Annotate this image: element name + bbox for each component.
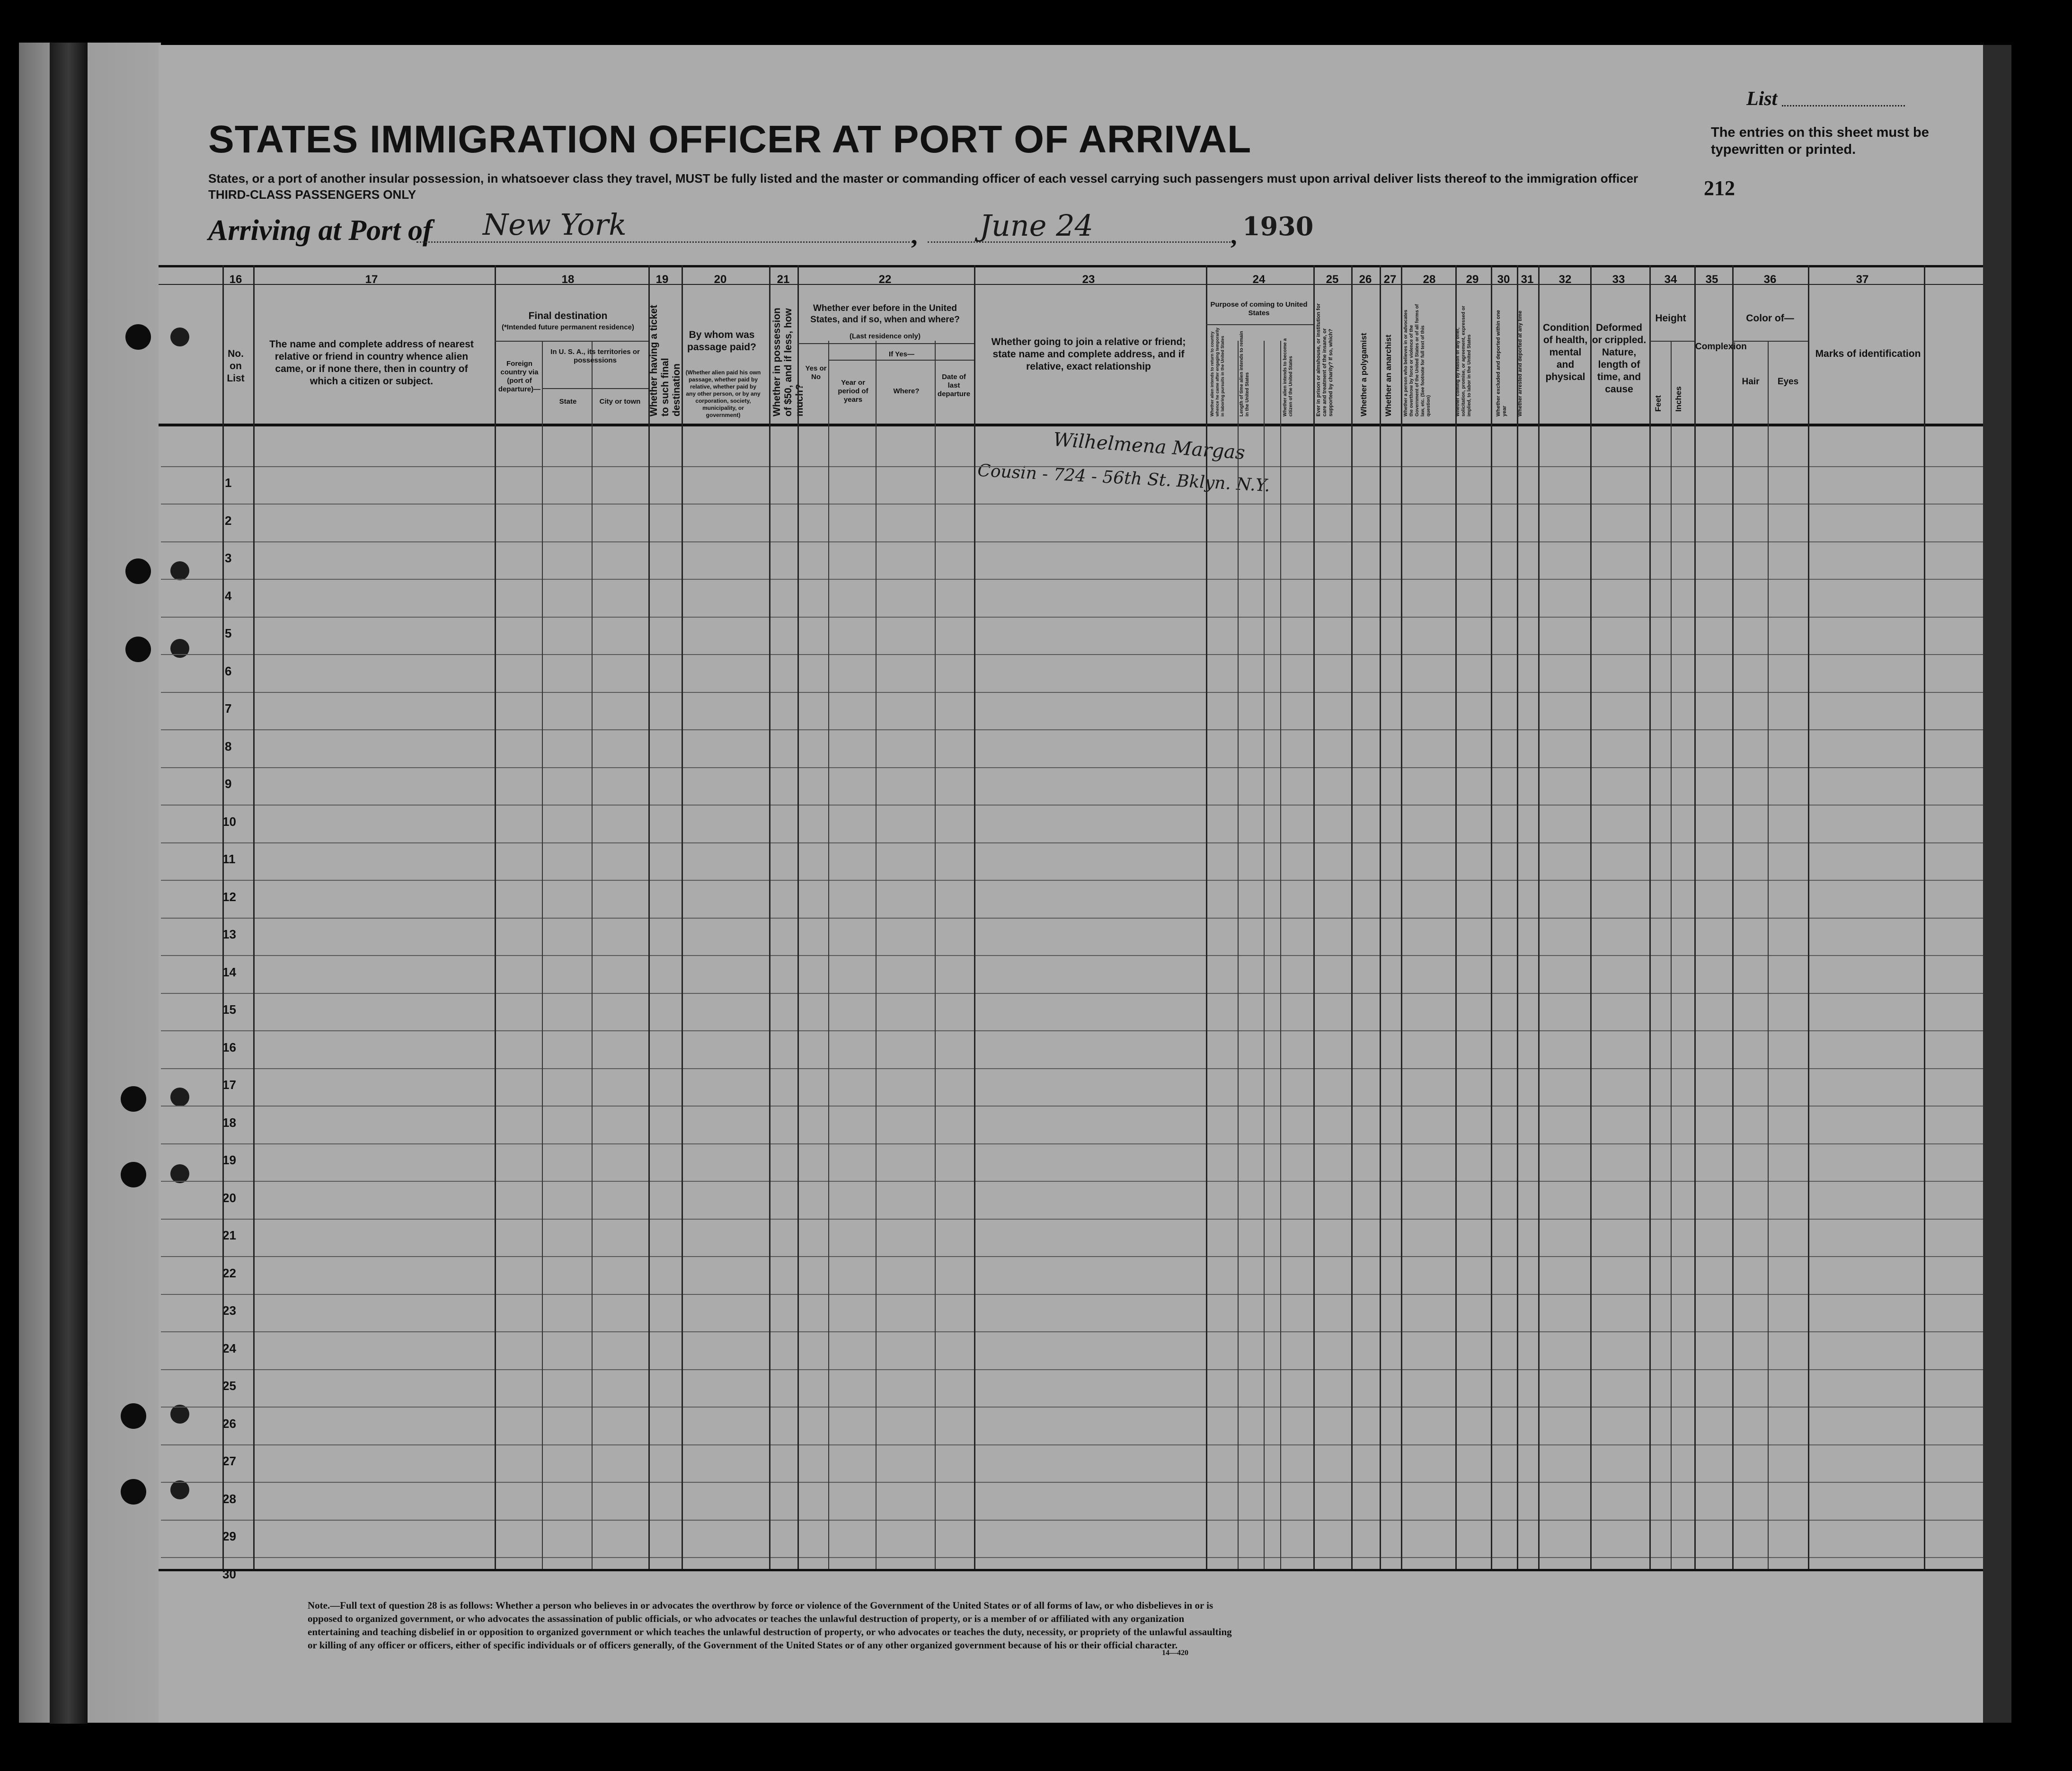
header-no-on-list: No. on List xyxy=(227,348,245,384)
header-arrested-deported: Whether arrested and deported at any time xyxy=(1517,310,1523,416)
row-rule xyxy=(161,1143,1983,1144)
row-rule xyxy=(161,466,1983,467)
list-number-line xyxy=(1782,105,1905,106)
row-rule xyxy=(161,1030,1983,1031)
header-passage-paid-sub: (Whether alien paid his own passage, whether paid by relative, whether paid by any other person, or by any corporation, society, municipality, or government) xyxy=(685,369,761,418)
column-line xyxy=(1380,265,1381,1569)
row-rule xyxy=(161,1369,1983,1370)
row-number: 29 xyxy=(222,1529,236,1543)
header-passage-paid: By whom was passage paid? xyxy=(687,329,756,353)
header-height: Height xyxy=(1655,313,1686,324)
punch-hole xyxy=(121,1162,146,1187)
column-line xyxy=(253,265,255,1569)
row-rule xyxy=(161,541,1983,542)
col-number: 30 xyxy=(1497,273,1510,286)
row-rule xyxy=(161,880,1983,881)
punch-hole xyxy=(121,1403,146,1429)
header-polygamist: Whether a polygamist xyxy=(1359,333,1368,416)
header-fifty-dollars: Whether in possession of $50, and if less, how much? xyxy=(771,308,805,416)
col-number: 19 xyxy=(655,273,669,286)
col-number: 33 xyxy=(1612,273,1625,286)
header-yes-no: Yes or No xyxy=(805,364,827,381)
row-rule xyxy=(161,1557,1983,1558)
sub-column-line xyxy=(1238,341,1239,1569)
header-city: City or town xyxy=(599,398,641,406)
sub-column-line xyxy=(592,341,593,1569)
sub-header-rule xyxy=(1206,324,1313,325)
table-bottom-rule xyxy=(159,1569,1983,1571)
punch-hole xyxy=(125,558,151,584)
sub-column-line xyxy=(935,341,936,1569)
header-final-destination: Final destination xyxy=(528,310,608,321)
header-prison: Ever in prison or almshouse, or institution for care and treatment of the insane, or supported by charity? If so, which? xyxy=(1316,303,1334,416)
instructions-text xyxy=(208,170,1666,203)
col-number: 23 xyxy=(1082,273,1095,286)
column-line xyxy=(1401,265,1402,1569)
row-number: 26 xyxy=(222,1416,236,1431)
column-line xyxy=(1924,265,1925,1569)
col-number: 28 xyxy=(1423,273,1436,286)
manifest-sheet xyxy=(159,45,1983,1723)
punch-hole xyxy=(125,324,151,350)
column-line xyxy=(495,265,496,1569)
row-rule xyxy=(161,1181,1983,1182)
col-number: 21 xyxy=(777,273,790,286)
punch-hole xyxy=(170,1405,189,1424)
previous-page-edge xyxy=(19,43,161,1723)
row-rule xyxy=(161,729,1983,730)
row-rule xyxy=(161,1444,1983,1445)
sub-header-rule xyxy=(828,360,974,361)
col-number: 35 xyxy=(1705,273,1718,286)
sub-column-line xyxy=(1671,341,1672,1569)
sub-header-rule xyxy=(542,388,648,389)
header-labor-offer: Whether coming by reason of any offer, solicitation, promise, or agreement, expressed or implied, to labor in the United States xyxy=(1455,306,1472,416)
row-rule xyxy=(161,1068,1983,1069)
column-line xyxy=(1491,265,1492,1569)
header-complexion: Complexion xyxy=(1695,342,1747,352)
row-rule xyxy=(161,767,1983,768)
row-rule xyxy=(161,918,1983,919)
punch-hole xyxy=(170,1480,189,1499)
row-number: 25 xyxy=(222,1379,236,1393)
table-top-rule xyxy=(159,265,1983,267)
list-label: List xyxy=(1746,88,1778,110)
page-title: STATES IMMIGRATION OFFICER AT PORT OF ARRIVAL xyxy=(208,118,1252,161)
row-number: 27 xyxy=(222,1454,236,1468)
header-in-usa: In U. S. A., its territories or possessions xyxy=(550,348,640,364)
row-number: 19 xyxy=(222,1153,236,1167)
header-where: Where? xyxy=(893,387,920,395)
column-line xyxy=(974,265,975,1569)
row-number: 14 xyxy=(222,965,236,979)
header-bottom-rule xyxy=(159,424,1983,426)
row-number: 4 xyxy=(225,588,232,603)
column-number-rule xyxy=(159,284,1983,285)
row-rule xyxy=(161,805,1983,806)
row-number: 21 xyxy=(222,1228,236,1242)
row-rule xyxy=(161,955,1983,956)
row-number: 30 xyxy=(222,1567,236,1581)
header-foreign-country: Foreign country via (port of departure)— xyxy=(498,360,541,393)
row-number: 11 xyxy=(222,852,236,866)
header-if-yes: If Yes— xyxy=(889,350,914,358)
header-nearest-relative: The name and complete address of nearest relative or friend in country whence alien came, or if none there, then in country of which a citizen or subject. xyxy=(269,339,474,387)
relative-name-handwritten: Wilhelmena Margas xyxy=(1052,428,1246,464)
port-handwritten: New York xyxy=(483,207,627,242)
row-number: 22 xyxy=(222,1266,236,1280)
sub-column-line xyxy=(1280,341,1281,1569)
header-excluded-deported: Whether excluded and deported within one year xyxy=(1496,310,1507,416)
sub-header-rule xyxy=(1732,341,1808,342)
row-number: 1 xyxy=(225,476,232,490)
comma: , xyxy=(1231,221,1237,249)
footnote-question-28: Note.—Full text of question 28 is as follows: Whether a person who believes in or advocates the overthrow by force or violence of the Government of the United States or of all forms of law, or who disbelieves in or is opposed to organized government, or who advocates the assassination of public officials, or who advocates or teaches the unlawful destruction of property, or is a member of or affiliated with any organization entertaining and teaching disbelief in or opposition to organized government or which teaches the unlawful destruction of property, or who advocates or teaches the duty, necessity, or propriety of the unlawful assaulting or killing of any officer or officers, either of specific individuals or of officers generally, of the Government of the United States or of any other organized government because of his or their official character. xyxy=(308,1600,1232,1651)
page-right-edge xyxy=(1983,45,2011,1723)
column-line xyxy=(1649,265,1651,1569)
col-number: 24 xyxy=(1252,273,1266,286)
row-number: 7 xyxy=(225,701,232,716)
column-line xyxy=(1694,265,1696,1569)
row-number: 3 xyxy=(225,551,232,565)
punch-hole xyxy=(170,328,189,346)
punch-hole xyxy=(170,639,189,658)
row-number: 24 xyxy=(222,1341,236,1355)
punch-hole xyxy=(170,1088,189,1107)
column-line xyxy=(797,265,799,1569)
comma: , xyxy=(911,221,918,249)
col-number: 17 xyxy=(365,273,378,286)
header-eyes: Eyes xyxy=(1777,377,1799,387)
column-line xyxy=(1206,265,1207,1569)
book-binding xyxy=(50,43,88,1724)
sub-column-line xyxy=(1768,341,1769,1569)
col-number: 31 xyxy=(1521,273,1534,286)
row-number: 15 xyxy=(222,1002,236,1017)
header-ever-before-us: Whether ever before in the United States, and if so, when and where? xyxy=(810,303,960,325)
row-number: 12 xyxy=(222,889,236,904)
row-number: 9 xyxy=(225,777,232,791)
header-anarchist: Whether an anarchist xyxy=(1384,335,1393,416)
header-year-period: Year or period of years xyxy=(838,379,868,404)
form-number: 14—420 xyxy=(1162,1649,1188,1657)
punch-hole xyxy=(170,1164,189,1183)
col-number: 26 xyxy=(1359,273,1372,286)
row-number: 6 xyxy=(225,664,232,678)
column-line xyxy=(769,265,770,1569)
row-number: 2 xyxy=(225,513,232,528)
header-last-residence: (Last residence only) xyxy=(849,332,921,340)
header-hair: Hair xyxy=(1742,377,1760,387)
sheet-number: 212 xyxy=(1704,177,1735,200)
row-rule xyxy=(161,993,1983,994)
row-rule xyxy=(161,1294,1983,1295)
row-rule xyxy=(161,617,1983,618)
header-question-28: Whether a person who believes in or advocates the overthrow by force or violence of the Government of the United States or of all forms of law, etc. (See footnote for full text of this question) xyxy=(1403,304,1431,416)
header-join-relative: Whether going to join a relative or friend; state name and complete address, and if relative, exact relationship xyxy=(991,336,1186,372)
sub-header-rule xyxy=(1649,341,1694,342)
row-rule xyxy=(161,1520,1983,1521)
column-line xyxy=(1590,265,1592,1569)
row-rule xyxy=(161,692,1983,693)
column-line xyxy=(1313,265,1315,1569)
column-line xyxy=(1517,265,1518,1569)
sub-column-line xyxy=(828,341,829,1569)
col-number: 37 xyxy=(1856,273,1869,286)
row-rule xyxy=(161,1256,1983,1257)
header-marks: Marks of identification xyxy=(1815,348,1921,359)
header-purpose-length: Length of time alien intends to remain in the United States xyxy=(1239,331,1250,416)
sub-header-rule xyxy=(797,343,974,344)
relative-address-handwritten: Cousin - 724 - 56th St. Bklyn. N.Y. xyxy=(977,460,1271,496)
header-purpose: Purpose of coming to United States xyxy=(1210,301,1308,317)
punch-hole xyxy=(121,1086,146,1112)
entries-note: The entries on this sheet must be typewritten or printed. xyxy=(1711,125,1929,157)
instructions-line: States, or a port of another insular possession, in whatsoever class they travel, MUST be fully listed and the master or commanding officer of each vessel carrying such passengers must upon arrival deliver lists thereof to the immigration officer xyxy=(208,171,1638,186)
row-rule xyxy=(161,1106,1983,1107)
col-number: 16 xyxy=(229,273,242,286)
row-number: 18 xyxy=(222,1115,236,1130)
header-deformed: Deformed or crippled. Nature, length of time, and cause xyxy=(1592,322,1647,395)
row-number: 20 xyxy=(222,1190,236,1205)
header-health: Condition of health, mental and physical xyxy=(1543,322,1589,382)
col-number: 34 xyxy=(1664,273,1677,286)
row-rule xyxy=(161,504,1983,505)
year-handwritten: 1930 xyxy=(1242,211,1314,241)
sub-column-line xyxy=(542,341,543,1569)
arriving-port-label: Arriving at Port of xyxy=(208,214,433,247)
col-number: 36 xyxy=(1763,273,1777,286)
column-line xyxy=(1351,265,1353,1569)
header-feet: Feet xyxy=(1654,395,1663,412)
row-rule xyxy=(161,842,1983,843)
header-ticket: Whether having a ticket to such final destination xyxy=(648,305,682,416)
col-number: 18 xyxy=(561,273,575,286)
sub-header-rule xyxy=(495,341,648,342)
col-number: 20 xyxy=(714,273,727,286)
row-number: 17 xyxy=(222,1078,236,1092)
column-line xyxy=(682,265,683,1569)
col-number: 32 xyxy=(1558,273,1572,286)
row-rule xyxy=(161,579,1983,580)
header-purpose-return: Whether alien intends to return to country whence he came after engaging temporarily in laboring pursuits in the United States xyxy=(1210,328,1225,416)
header-date-departure: Date of last departure xyxy=(937,373,971,398)
punch-hole xyxy=(170,561,189,580)
row-rule xyxy=(161,1331,1983,1332)
row-rule xyxy=(161,654,1983,655)
header-final-destination-sub: (*Intended future permanent residence) xyxy=(501,323,635,331)
sub-column-line xyxy=(1264,341,1265,1569)
column-line xyxy=(1808,265,1809,1569)
header-color-of: Color of— xyxy=(1746,313,1794,324)
row-number: 16 xyxy=(222,1040,236,1054)
column-line xyxy=(1455,265,1457,1569)
row-number: 10 xyxy=(222,814,236,829)
header-state: State xyxy=(559,398,577,406)
col-number: 29 xyxy=(1466,273,1479,286)
row-number: 23 xyxy=(222,1303,236,1318)
col-number: 22 xyxy=(878,273,892,286)
row-number: 13 xyxy=(222,927,236,941)
row-rule xyxy=(161,1407,1983,1408)
row-rule xyxy=(161,1219,1983,1220)
punch-hole xyxy=(121,1479,146,1505)
header-inches: Inches xyxy=(1674,386,1683,412)
passenger-class-line: THIRD-CLASS PASSENGERS ONLY xyxy=(208,187,416,202)
row-number: 8 xyxy=(225,739,232,753)
column-line xyxy=(222,265,224,1569)
row-number: 5 xyxy=(225,626,232,640)
row-rule xyxy=(161,1482,1983,1483)
column-line xyxy=(1538,265,1540,1569)
date-handwritten: June 24 xyxy=(980,208,1094,243)
column-line xyxy=(1732,265,1734,1569)
punch-hole xyxy=(125,637,151,662)
header-purpose-citizen: Whether alien intends to become a citizen of the United States xyxy=(1283,338,1293,416)
row-number: 28 xyxy=(222,1491,236,1506)
col-number: 27 xyxy=(1383,273,1397,286)
sub-column-line xyxy=(876,341,877,1569)
col-number: 25 xyxy=(1326,273,1339,286)
column-line xyxy=(648,265,650,1569)
